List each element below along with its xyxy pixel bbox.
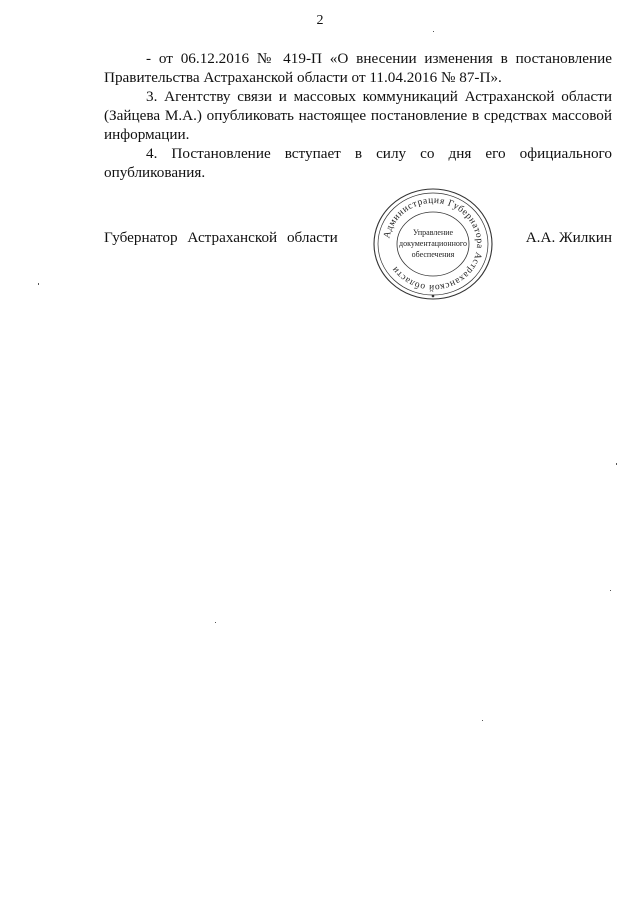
scan-speck <box>38 283 39 285</box>
signatory-name: А.А. Жилкин <box>525 229 612 246</box>
page-number: 2 <box>316 13 324 28</box>
svg-text:документационного: документационного <box>399 239 467 248</box>
scan-speck <box>616 463 617 465</box>
signatory-position: Губернатор Астраханской области <box>104 229 338 246</box>
svg-text:обеспечения: обеспечения <box>411 250 455 259</box>
svg-text:Управление: Управление <box>412 228 454 237</box>
scan-speck <box>433 31 434 32</box>
signature-block <box>104 229 612 251</box>
paragraph-4: 4. Постановление вступает в силу со дня его официального опубликования. <box>104 145 612 181</box>
official-seal-stamp <box>370 185 496 303</box>
svg-text:Администрация Губернатора Астр: Администрация Губернатора Астраханской области <box>382 195 485 293</box>
scan-speck <box>610 590 611 591</box>
scan-speck <box>482 720 483 721</box>
document-body <box>104 49 612 182</box>
paragraph-3: 3. Агентству связи и массовых коммуникаций Астраханской области (Зайцева М.А.) опубликовать настоящее постановление в средствах массовой информации. <box>104 88 612 143</box>
scan-speck <box>215 622 216 623</box>
paragraph-amendment: - от 06.12.2016 № 419-П «О внесении изменения в постановление Правительства Астраханской области от 11.04.2016 № 87-П». <box>104 50 612 86</box>
